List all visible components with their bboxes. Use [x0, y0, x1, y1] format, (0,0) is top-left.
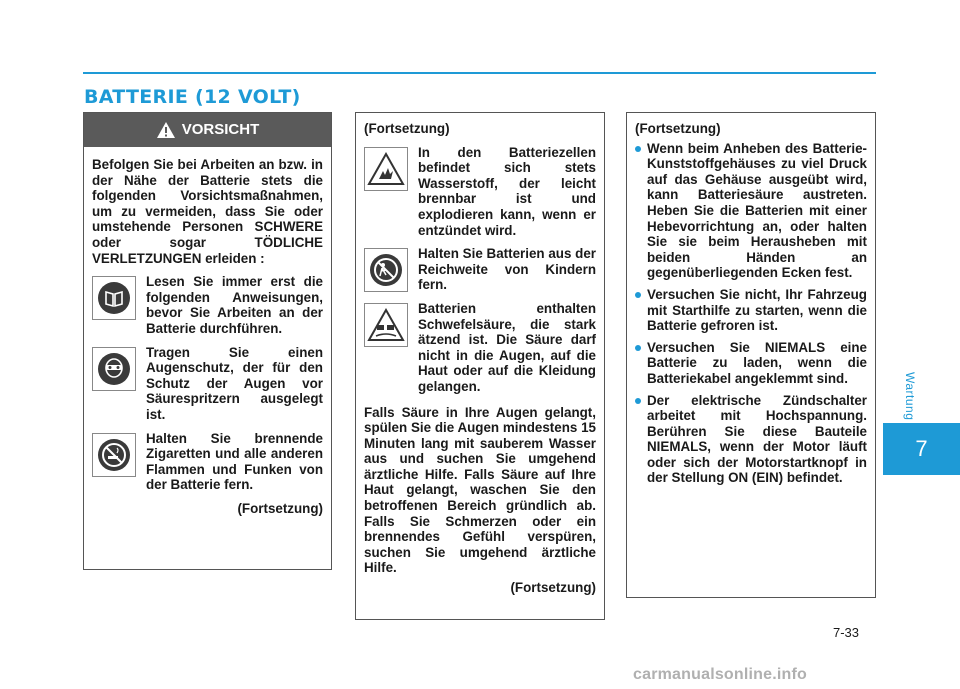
warning-item-text: Halten Sie Batterien aus der Reichweite von Kindern fern. [418, 246, 596, 293]
caution-item-text: Lesen Sie immer erst die folgenden Anweisungen, bevor Sie Arbeiten an der Batterie durchführen. [146, 274, 323, 336]
page-number: 7-33 [833, 625, 860, 640]
section-title: BATTERIE (12 VOLT) [84, 86, 301, 108]
continued-box-2 [355, 112, 605, 620]
bullet-list [635, 141, 867, 486]
eye-protection-icon [92, 347, 136, 391]
continued-label: (Fortsetzung) [237, 500, 323, 516]
no-smoking-icon [92, 433, 136, 477]
bullet-item: Versuchen Sie NIEMALS eine Batterie zu laden, wenn die Batteriekabel angeklemmt sind. [635, 340, 867, 387]
bullet-item: Der elektrische Zündschalter arbeitet mit Hochspannung. Berühren Sie diese Bauteile NIEMALS, wenn der Motor läuft oder sich der Motorstartknopf in der Stellung ON (EIN) befindet. [635, 393, 867, 487]
side-tab-number: 7 [883, 423, 960, 475]
top-rule [83, 72, 876, 74]
first-aid-paragraph: Falls Säure in Ihre Augen gelangt, spülen Sie die Augen mindestens 15 Minuten lang mit sauberem Wasser aus und suchen Sie umgehend ärztliche Hilfe. Falls Säure auf Ihre Haut gelangt, waschen Sie den betroffenen Bereich gründlich ab. Falls Sie Schmerzen oder ein brennendes Gefühl verspüren, suchen Sie umgehend ärztliche Hilfe. [364, 404, 596, 576]
caution-box [83, 112, 332, 570]
continued-label: (Fortsetzung) [510, 580, 596, 596]
keep-away-children-icon [364, 248, 408, 292]
warning-item [364, 301, 596, 395]
side-tab-label: Wartung [903, 372, 917, 421]
caution-title: VORSICHT [181, 121, 260, 139]
warning-triangle-icon [156, 121, 176, 139]
continued-box-3 [626, 112, 876, 598]
warning-item-text: In den Batteriezellen befindet sich stets Wasserstoff, der leicht brennbar ist und explodieren kann, wenn er entzündet wird. [418, 144, 596, 238]
bullet-item: Wenn beim Anheben des Batterie-Kunststoffgehäuses zu viel Druck auf das Gehäuse ausgeübt wird, kann Batteriesäure austreten. Heben Sie die Batterien mit einer Hebevorrichtung an, oder halten Sie sie beim Herausheben mit beiden Händen an gegenüberliegenden Ecken fest. [635, 141, 867, 281]
caution-header [84, 113, 331, 147]
caution-intro: Befolgen Sie bei Arbeiten an bzw. in der Nähe der Batterie stets die folgenden Vorsichtsmaßnahmen, um zu vermeiden, dass Sie oder umstehende Personen SCHWERE oder sogar TÖDLICHE VERLETZUNGEN erleiden : [92, 157, 323, 266]
caution-item-text: Tragen Sie einen Augenschutz, der für den Schutz der Augen vor Säurespritzern ausgelegt ist. [146, 344, 323, 422]
warning-item [364, 246, 596, 293]
corrosive-warning-icon [364, 303, 408, 347]
warning-item-text: Batterien enthalten Schwefelsäure, die stark ätzend ist. Die Säure darf nicht in die Augen, auf die Haut oder auf die Kleidung gelangen. [418, 300, 596, 394]
watermark: carmanualsonline.info [633, 666, 808, 683]
caution-item [92, 345, 323, 423]
continued-heading: (Fortsetzung) [364, 121, 450, 136]
continued-heading: (Fortsetzung) [635, 121, 721, 136]
explosion-warning-icon [364, 147, 408, 191]
caution-item-text: Halten Sie brennende Zigaretten und alle anderen Flammen und Funken von der Batterie fern. [146, 430, 323, 493]
warning-item [364, 145, 596, 239]
read-manual-icon [92, 276, 136, 320]
caution-item [92, 431, 323, 493]
bullet-item: Versuchen Sie nicht, Ihr Fahrzeug mit Starthilfe zu starten, wenn die Batterie gefroren ist. [635, 287, 867, 334]
caution-item [92, 274, 323, 336]
